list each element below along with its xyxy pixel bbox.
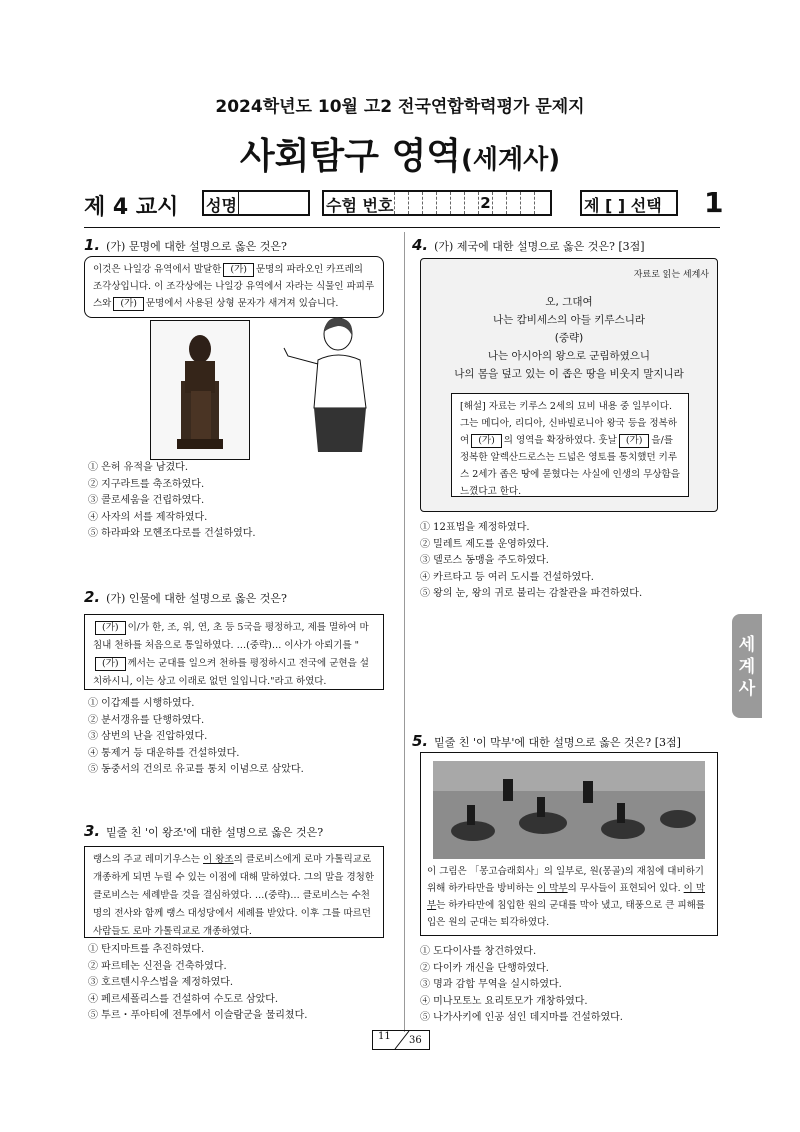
option-5[interactable]: ⑤ 왕의 눈, 왕의 귀로 불리는 감찰관을 파견하였다. [420,588,643,599]
exam-digit [464,192,478,214]
blank-ga: (가) [471,434,502,448]
question-1-text: (가) 문명에 대한 설명으로 옳은 것은? [106,240,287,253]
page-number: 1 [704,186,724,219]
blank-ga: (가) [113,297,144,311]
caption-text: 의 무사들이 표현되어 있다. [567,883,681,894]
option-5[interactable]: ⑤ 동중서의 건의로 유교를 통치 이념으로 삼았다. [88,764,304,775]
book-label: 자료로 읽는 세계사 [633,270,709,280]
question-5-options [420,944,720,1027]
caption-text: 는 하카타만에 침입한 원의 군대를 막아 냈고, 태풍으로 큰 피해를 입은 원의 군대는 퇴각하였다. [427,900,705,928]
poem-line: 나는 아시아의 왕으로 군림하였으니 [487,350,651,362]
blank-ga: (가) [95,657,126,671]
choice-field[interactable] [580,190,678,216]
underlined-shogunate: 이 막부 [537,883,568,894]
subject-side-tab [732,614,762,718]
question-1-speech-bubble [84,256,384,318]
poem-line: (중략) [554,332,584,344]
side-tab-char: 세 [738,635,756,655]
question-3-prompt [84,822,394,840]
question-4-prompt [412,236,722,254]
option-1[interactable]: ① 도다이사를 창건하였다. [420,946,537,957]
option-3[interactable]: ③ 삼번의 난을 진압하였다. [88,731,208,742]
exam-digit [422,192,436,214]
option-1[interactable]: ① 12표법을 제정하였다. [420,522,530,533]
total-pages: 36 [409,1035,422,1046]
question-4-explanation [451,393,689,497]
underlined-dynasty: 이 왕조 [203,854,234,865]
exam-digit [408,192,422,214]
header-info-row [84,188,724,218]
option-4[interactable]: ④ 사자의 서를 제작하였다. [88,511,208,523]
cyrus-poem [421,293,717,383]
name-label: 성명 [206,196,237,215]
option-1[interactable]: ① 탄지마트를 추진하였다. [88,944,205,955]
exam-digit [506,192,520,214]
option-2[interactable]: ② 분서갱유를 단행하였다. [88,714,205,726]
bubble-text: 이것은 나일강 유역에서 발달한 [93,264,222,275]
exam-digit: 2 [478,192,492,214]
explanation-text: [해설] 자료는 키루스 2세의 묘비 내용 중 일부이다. 그는 메디아, 리디아, 신바빌로니아 왕국 등을 정복하여 [460,401,677,446]
question-4-number: 4. [412,236,429,254]
question-5-text: 밑줄 친 '이 막부'에 대한 설명으로 옳은 것은? [3점] [434,736,681,749]
option-2[interactable]: ② 파르테논 신전을 건축하였다. [88,960,227,972]
option-3[interactable]: ③ 명과 감합 무역을 실시하였다. [420,979,562,990]
source-text: 께서는 군대를 일으켜 천하를 평정하시고 전국에 군현을 설치하시니, 이는 상고 이래로 없던 일입니다."라고 하였다. [93,658,369,687]
question-1-prompt [84,236,394,254]
question-2-source-box [84,614,384,690]
header-divider [84,227,720,228]
caption-text: 이 그림은 「몽고습래회사」의 일부로, 원(몽골)의 재침에 대비하기 위해 하카타만을 방비하는 [427,866,704,894]
poem-line: 나의 몸을 덮고 있는 이 좁은 땅을 비웃지 말지니라 [454,368,684,380]
question-5-caption [427,863,711,931]
period-label: 제 4 교시 [84,195,179,220]
poem-line: 오, 그대여 [545,296,593,308]
subject-title-main: 사회탐구 영역 [239,136,462,177]
question-4-text: (가) 제국에 대한 설명으로 옳은 것은? [3점] [434,240,645,253]
bubble-text: 문명에서 사용된 상형 문자가 새겨져 있습니다. [145,298,339,309]
exam-digit [492,192,506,214]
exam-digit [394,192,408,214]
explanation-text: 을/를 정복한 알렉산드로스는 드넓은 영토를 통치했던 키루스 2세가 좁은 땅에 묻혔다는 사실에 인생의 무상함을 느꼈다고 한다. [460,435,680,497]
option-4[interactable]: ④ 카르타고 등 여러 도시를 건설하였다. [420,571,594,583]
option-2[interactable]: ② 다이카 개신을 단행하였다. [420,962,549,974]
subject-title-sub: (세계사) [461,145,561,175]
question-1-options [88,460,388,543]
side-tab-char: 계 [738,657,756,677]
poem-line: 나는 캄비세스의 아들 키루스니라 [492,314,645,326]
exam-number-field[interactable] [322,190,552,216]
option-5[interactable]: ⑤ 하라파와 모헨조다로를 건설하였다. [88,528,256,539]
question-5-source-box [420,752,718,936]
column-divider [404,232,405,1032]
source-text: 이/가 한, 조, 위, 연, 초 등 5국을 평정하고, 제를 멸하여 마침내 천하를 처음으로 통일하였다. …(중략)… 이사가 아뢰기를 " [93,622,369,651]
exam-digit [534,192,548,214]
option-1[interactable]: ① 은허 유적을 남겼다. [88,462,188,473]
subject-title [0,128,800,179]
blank-ga: (가) [223,263,254,277]
question-3-source-box [84,846,384,938]
question-1-number: 1. [84,236,101,254]
exam-number-label: 수험 번호 [326,196,394,215]
option-3[interactable]: ③ 호르텐시우스법을 제정하였다. [88,977,234,988]
explanation-text: 의 영역을 확장하였다. 훗날 [503,435,617,446]
question-2-number: 2. [84,588,101,606]
exam-digit [436,192,450,214]
choice-label: 제 [ ] 선택 [584,196,662,215]
question-2-text: (가) 인물에 대한 설명으로 옳은 것은? [106,592,287,605]
option-5[interactable]: ⑤ 나가사키에 인공 섬인 데지마를 건설하였다. [420,1012,623,1023]
option-5[interactable]: ⑤ 투르・푸아티에 전투에서 이슬람군을 물리쳤다. [88,1010,308,1021]
exam-header-line: 2024학년도 10월 고2 전국연합학력평가 문제지 [215,97,585,117]
source-text: 의 클로비스에게 로마 가톨릭교로 개종하게 되면 누릴 수 있는 이점에 대해 말하였다. 그의 말을 경청한 클로비스는 세례받을 것을 결심하였다. …(중략)… 클로비스는 수천 명의 전사와 함께 랭스 대성당에서 세례를 받았다. 이후 그를 따르던 사람들도 로마 가톨릭교로 개종하였다. [93,854,374,937]
question-5-prompt [412,732,722,750]
question-3-number: 3. [84,822,101,840]
question-2-prompt [84,588,394,606]
option-1[interactable]: ① 이갑제를 시행하였다. [88,698,195,709]
name-field[interactable] [202,190,310,216]
question-3-options [88,942,388,1025]
source-text: 랭스의 주교 레미기우스는 [93,854,200,865]
blank-ga: (가) [95,621,126,635]
question-3-text: 밑줄 친 '이 왕조'에 대한 설명으로 옳은 것은? [106,826,324,839]
page-counter [372,1030,430,1050]
question-2-options [88,696,388,779]
khafre-statue-image [150,320,250,460]
exam-digit [520,192,534,214]
mongol-invasion-scroll-image [433,761,705,859]
blank-ga: (가) [619,434,650,448]
teacher-illustration [278,312,388,458]
current-page: 11 [378,1031,391,1042]
question-4-options [420,520,720,603]
exam-digit [450,192,464,214]
side-tab-char: 사 [738,679,756,699]
option-4[interactable]: ④ 미나모토노 요리토모가 개창하였다. [420,995,588,1007]
option-4[interactable]: ④ 통제거 등 대운하를 건설하였다. [88,747,240,759]
option-3[interactable]: ③ 콜로세움을 건립하였다. [88,495,205,506]
question-5-number: 5. [412,732,429,750]
option-2[interactable]: ② 지구라트를 축조하였다. [88,478,205,490]
bubble-text: 문명의 파라오인 카프레의 조각상입니다. 이 조각상에는 나일강 유역에서 자라는 식물인 파피루스와 [93,264,375,309]
question-4-book [420,258,718,512]
exam-number-digits [394,192,548,214]
underlined-shogunate: 이 막부 [427,883,706,911]
option-2[interactable]: ② 밀레트 제도를 운영하였다. [420,538,549,550]
option-3[interactable]: ③ 델로스 동맹을 주도하였다. [420,555,549,566]
option-4[interactable]: ④ 페르세폴리스를 건설하여 수도로 삼았다. [88,993,279,1005]
